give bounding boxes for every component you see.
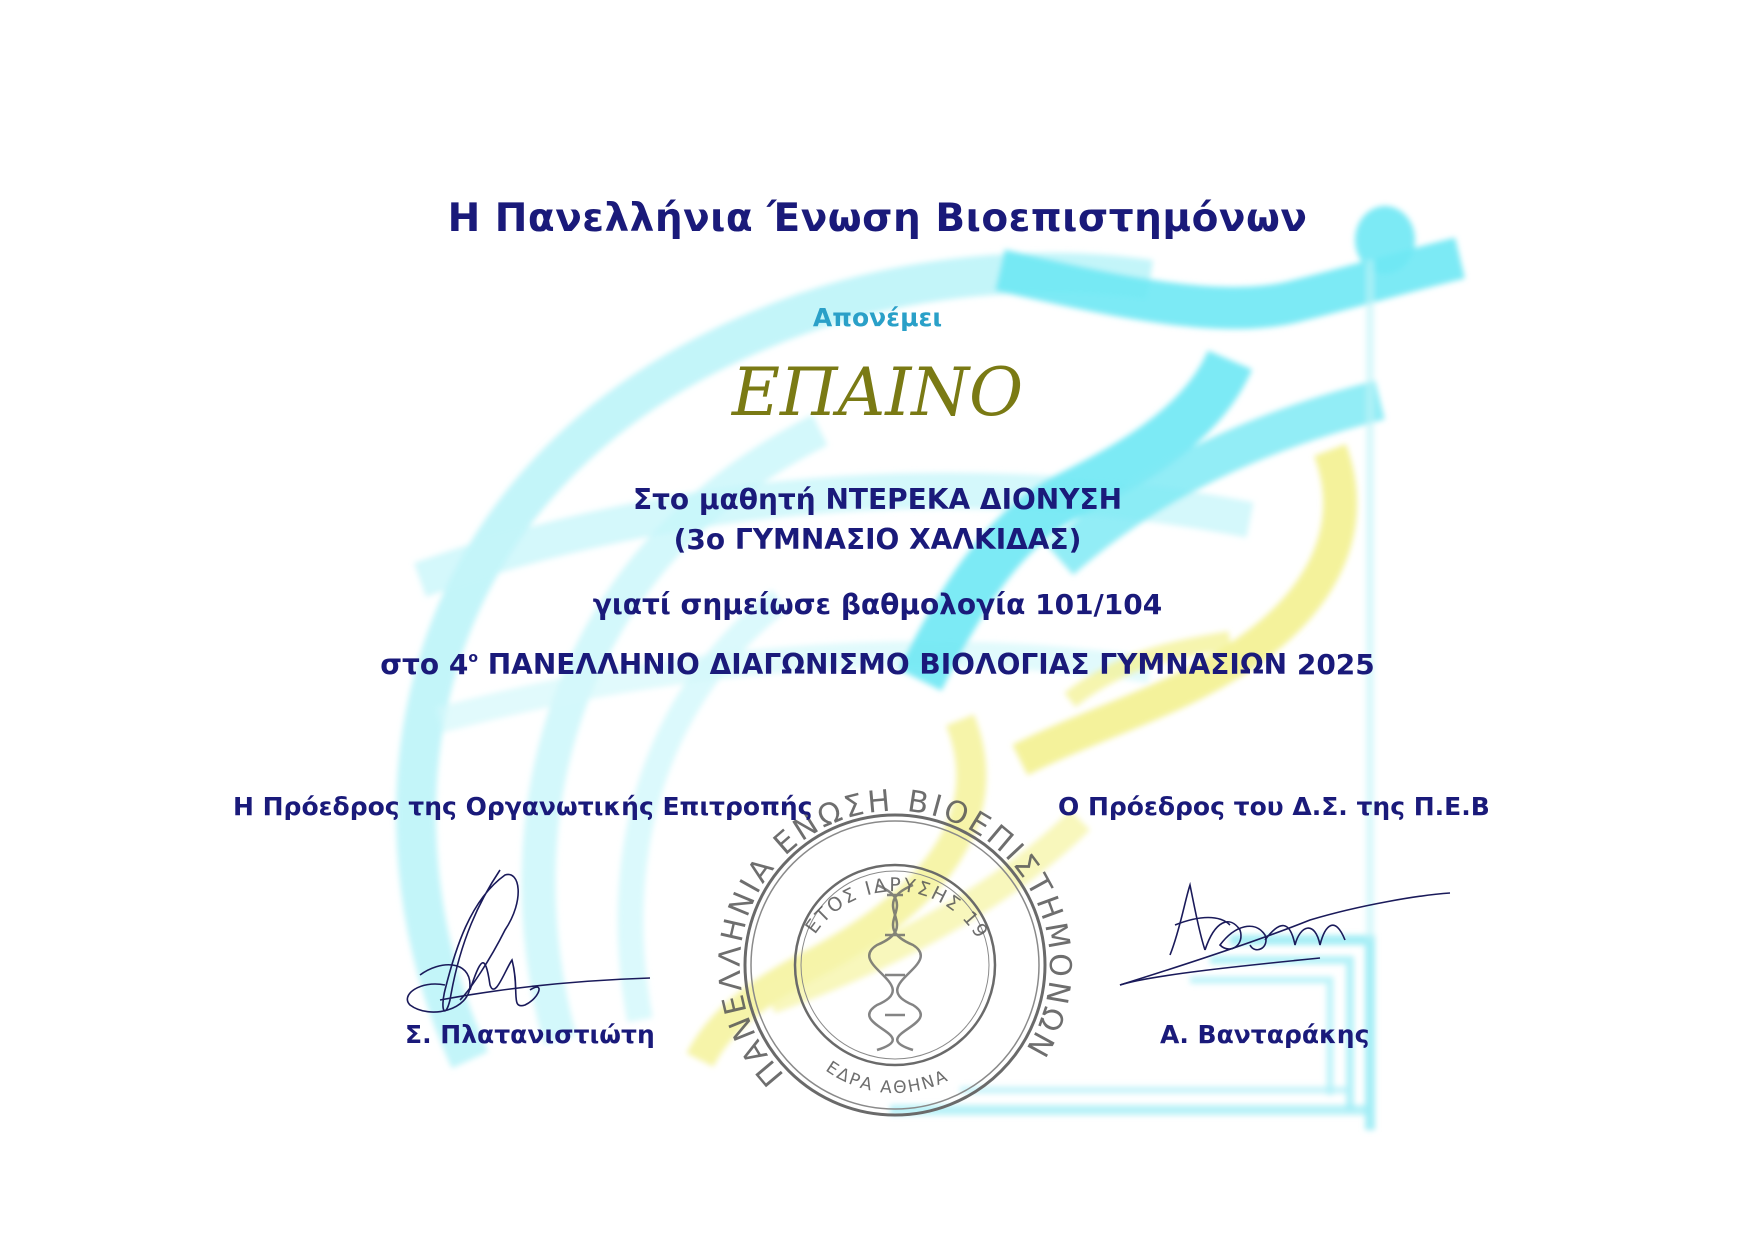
left-signatory-title: Η Πρόεδρος της Οργανωτικής Επιτροπής	[233, 792, 813, 821]
organization-title: Η Πανελλήνια Ένωση Βιοεπιστημόνων	[447, 196, 1308, 241]
seal-bottom-text: ΕΔΡΑ ΑΘΗΝΑ	[822, 1057, 953, 1099]
contest-prefix: στο 4	[380, 648, 469, 681]
contest-line	[0, 648, 1755, 681]
right-signatory-name: Α. Βανταράκης	[1160, 1020, 1370, 1049]
school-line: (3ο ΓΥΜΝΑΣΙΟ ΧΑΛΚΙΔΑΣ)	[673, 523, 1082, 556]
seal-outer-text: ΠΑΝΕΛΛΗΝΙΑ ΕΝΩΣΗ ΒΙΟΕΠΙΣΤΗΜΟΝΩΝ	[712, 783, 1078, 1093]
recipient-line: Στο μαθητή ΝΤΕΡΕΚΑ ΔΙΟΝΥΣΗ	[632, 483, 1123, 516]
contest-ordinal: ο	[468, 650, 478, 666]
seal-inner-text: ΕΤΟΣ ΙΔΡΥΣΗΣ 1973	[801, 874, 993, 970]
awards-label: Απονέμει	[812, 303, 943, 332]
right-signatory-title: Ο Πρόεδρος του Δ.Σ. της Π.Ε.Β	[1058, 792, 1490, 821]
award-title: ΕΠΑΙΝΟ	[731, 354, 1024, 431]
left-signatory-name: Σ. Πλατανιστιώτη	[405, 1020, 655, 1049]
score-line: γιατί σημείωσε βαθμολογία 101/104	[592, 588, 1163, 621]
contest-name: ΠΑΝΕΛΛΗΝΙΟ ΔΙΑΓΩΝΙΣΜΟ ΒΙΟΛΟΓΙΑΣ ΓΥΜΝΑΣΙΩΝ 2025	[478, 648, 1375, 681]
